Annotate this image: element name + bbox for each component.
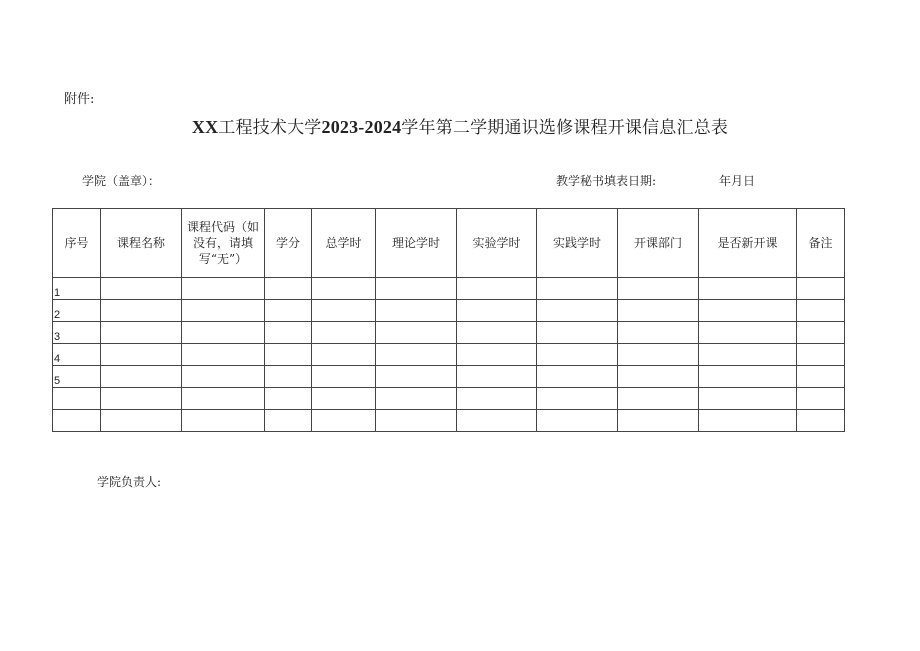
table-cell[interactable] bbox=[265, 388, 312, 410]
table-cell[interactable] bbox=[376, 410, 457, 432]
table-cell[interactable] bbox=[618, 278, 699, 300]
table-cell[interactable] bbox=[797, 410, 845, 432]
table-cell[interactable] bbox=[312, 300, 376, 322]
table-cell[interactable] bbox=[457, 388, 537, 410]
table-row bbox=[53, 322, 845, 344]
table-cell[interactable] bbox=[101, 344, 182, 366]
attachment-label: 附件: bbox=[64, 92, 95, 107]
header-course-code: 课程代码（如没有，请填写“无”） bbox=[182, 209, 265, 278]
table-cell[interactable] bbox=[618, 300, 699, 322]
table-cell[interactable] bbox=[101, 366, 182, 388]
table-cell[interactable] bbox=[699, 278, 797, 300]
table-cell[interactable] bbox=[618, 366, 699, 388]
course-summary-table bbox=[52, 208, 845, 432]
row-number-cell[interactable] bbox=[53, 410, 101, 432]
college-stamp-label: 学院（盖章）： bbox=[82, 174, 161, 188]
table-cell[interactable] bbox=[312, 278, 376, 300]
table-row bbox=[53, 388, 845, 410]
table-cell[interactable] bbox=[457, 410, 537, 432]
title-years: 2023-2024 bbox=[321, 117, 402, 137]
table-cell[interactable] bbox=[376, 278, 457, 300]
table-cell[interactable] bbox=[265, 410, 312, 432]
table-cell[interactable] bbox=[537, 322, 618, 344]
table-cell[interactable] bbox=[312, 410, 376, 432]
table-cell[interactable] bbox=[797, 278, 845, 300]
header-credits: 学分 bbox=[265, 209, 312, 278]
header-seq: 序号 bbox=[53, 209, 101, 278]
row-number-cell[interactable]: 1 bbox=[53, 278, 101, 300]
table-body bbox=[53, 278, 845, 432]
table-cell[interactable] bbox=[537, 410, 618, 432]
table-cell[interactable] bbox=[797, 344, 845, 366]
table-cell[interactable] bbox=[537, 278, 618, 300]
college-head-label: 学院负责人: bbox=[97, 475, 162, 489]
title-university: 工程技术大学 bbox=[218, 118, 322, 138]
header-department: 开课部门 bbox=[618, 209, 699, 278]
table-cell[interactable] bbox=[312, 344, 376, 366]
table-header-row bbox=[53, 209, 845, 278]
table-cell[interactable] bbox=[376, 300, 457, 322]
row-number-cell[interactable] bbox=[53, 388, 101, 410]
table-cell[interactable] bbox=[537, 388, 618, 410]
table-cell[interactable] bbox=[457, 366, 537, 388]
header-theory-hours: 理论学时 bbox=[376, 209, 457, 278]
table-cell[interactable] bbox=[457, 344, 537, 366]
header-total-hours: 总学时 bbox=[312, 209, 376, 278]
table-row bbox=[53, 366, 845, 388]
table-cell[interactable] bbox=[537, 300, 618, 322]
table-cell[interactable] bbox=[537, 344, 618, 366]
table-cell[interactable] bbox=[312, 366, 376, 388]
table-cell[interactable] bbox=[312, 322, 376, 344]
table-cell[interactable] bbox=[182, 410, 265, 432]
header-lab-hours: 实验学时 bbox=[457, 209, 537, 278]
secretary-date-label: 教学秘书填表日期: bbox=[556, 174, 657, 188]
table-cell[interactable] bbox=[618, 410, 699, 432]
table-row bbox=[53, 300, 845, 322]
table-cell[interactable] bbox=[797, 388, 845, 410]
table-row bbox=[53, 344, 845, 366]
table-row bbox=[53, 410, 845, 432]
document-title bbox=[0, 113, 920, 138]
table-cell[interactable] bbox=[618, 322, 699, 344]
table-cell[interactable] bbox=[265, 344, 312, 366]
title-rest: 学年第二学期通识选修课程开课信息汇总表 bbox=[401, 118, 729, 138]
table-cell[interactable] bbox=[797, 366, 845, 388]
table-cell[interactable] bbox=[797, 322, 845, 344]
table-cell[interactable] bbox=[265, 300, 312, 322]
table-cell[interactable] bbox=[101, 300, 182, 322]
header-practice-hours: 实践学时 bbox=[537, 209, 618, 278]
table-cell[interactable] bbox=[457, 322, 537, 344]
table-cell[interactable] bbox=[101, 278, 182, 300]
table-cell[interactable] bbox=[457, 278, 537, 300]
table-cell[interactable] bbox=[182, 344, 265, 366]
row-number-cell[interactable]: 5 bbox=[53, 366, 101, 388]
row-number-cell[interactable]: 4 bbox=[53, 344, 101, 366]
table-cell[interactable] bbox=[699, 322, 797, 344]
table-cell[interactable] bbox=[182, 322, 265, 344]
table-cell[interactable] bbox=[182, 278, 265, 300]
table-cell[interactable] bbox=[182, 300, 265, 322]
table-cell[interactable] bbox=[101, 410, 182, 432]
table-cell[interactable] bbox=[376, 388, 457, 410]
row-number-cell[interactable]: 3 bbox=[53, 322, 101, 344]
title-prefix: XX bbox=[191, 117, 219, 137]
table-cell[interactable] bbox=[699, 300, 797, 322]
table-cell[interactable] bbox=[182, 366, 265, 388]
table-cell[interactable] bbox=[312, 388, 376, 410]
table-cell[interactable] bbox=[101, 322, 182, 344]
row-number-cell[interactable]: 2 bbox=[53, 300, 101, 322]
table-cell[interactable] bbox=[101, 388, 182, 410]
table-cell[interactable] bbox=[699, 366, 797, 388]
table-cell[interactable] bbox=[376, 322, 457, 344]
table-cell[interactable] bbox=[537, 366, 618, 388]
table-cell[interactable] bbox=[376, 366, 457, 388]
date-placeholder: 年月日 bbox=[719, 174, 756, 188]
table-cell[interactable] bbox=[265, 366, 312, 388]
table-cell[interactable] bbox=[699, 388, 797, 410]
table-row bbox=[53, 278, 845, 300]
table-cell[interactable] bbox=[699, 410, 797, 432]
table-cell[interactable] bbox=[265, 278, 312, 300]
header-course-name: 课程名称 bbox=[101, 209, 182, 278]
table-cell[interactable] bbox=[265, 322, 312, 344]
table-cell[interactable] bbox=[376, 344, 457, 366]
table-cell[interactable] bbox=[797, 300, 845, 322]
table-cell[interactable] bbox=[182, 388, 265, 410]
table-cell[interactable] bbox=[457, 300, 537, 322]
table-cell[interactable] bbox=[699, 344, 797, 366]
header-remarks: 备注 bbox=[797, 209, 845, 278]
header-is-new-course: 是否新开课 bbox=[699, 209, 797, 278]
table-cell[interactable] bbox=[618, 344, 699, 366]
table-cell[interactable] bbox=[618, 388, 699, 410]
